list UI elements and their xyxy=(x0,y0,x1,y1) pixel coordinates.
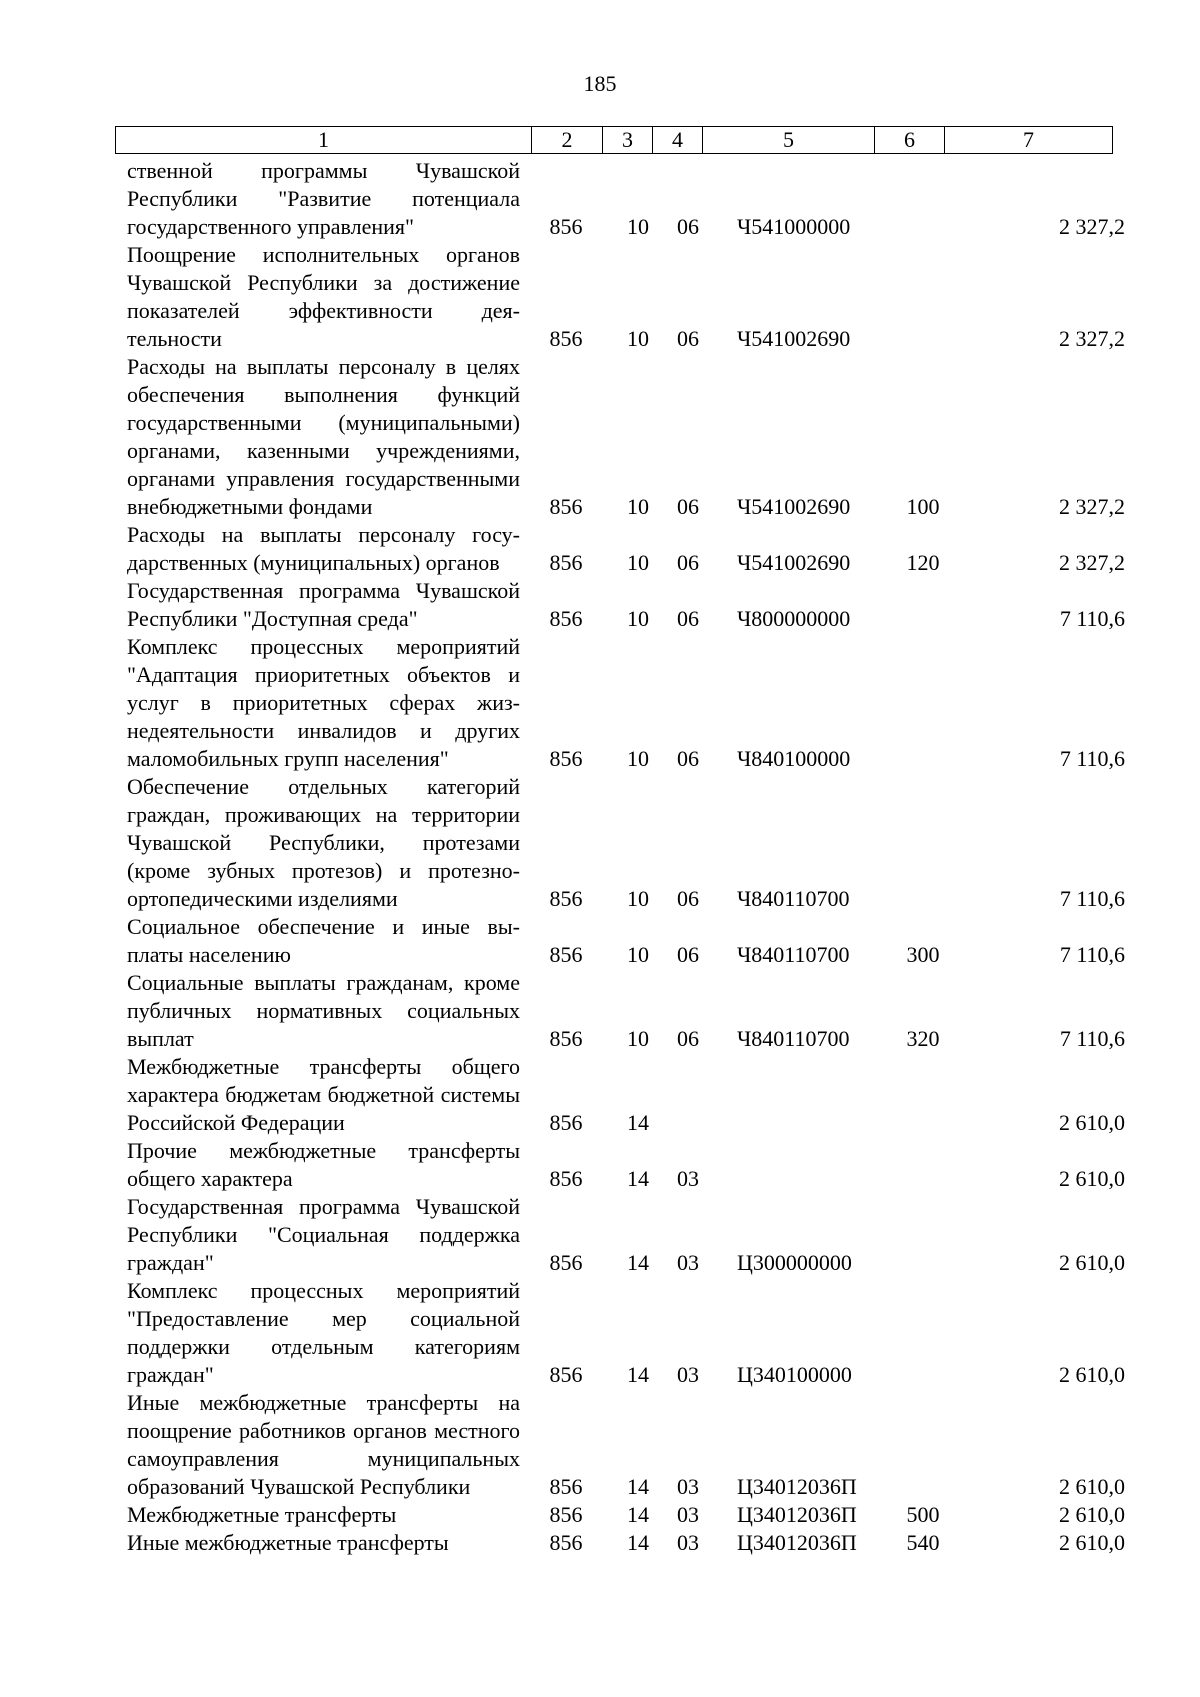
row-col-2: 856 xyxy=(549,494,583,519)
table-row xyxy=(0,969,1200,1053)
row-col-6: 540 xyxy=(906,1530,940,1555)
row-name: Комплекс процессных мероприятий "Адаптация приоритетных объектов и услуг в приоритетных сферах жизнедеятельности инвалидов и других маломобильных групп населения" xyxy=(127,634,520,771)
table-row xyxy=(0,241,1200,353)
row-col-3: 14 xyxy=(627,1474,649,1499)
row-col-3: 10 xyxy=(627,886,649,911)
row-col-7: 2 610,0 xyxy=(1059,1110,1125,1135)
row-name: Поощрение исполнительных органов Чувашской Республики за достижение показателей эффективности деятельности xyxy=(127,242,520,351)
row-name: Обеспечение отдельных категорий граждан, проживающих на территории Чувашской Республики, протезами (кроме зубных протезов) и протезно-ортопедическими изделиями xyxy=(127,774,520,911)
row-col-2: 856 xyxy=(549,214,583,239)
table-row xyxy=(0,1137,1200,1193)
row-col-7: 2 610,0 xyxy=(1059,1474,1125,1499)
row-col-3: 14 xyxy=(627,1530,649,1555)
row-col-5: Ц340100000 xyxy=(737,1362,852,1387)
row-col-7: 7 110,6 xyxy=(1059,746,1125,771)
row-col-4: 03 xyxy=(677,1530,699,1555)
table-row xyxy=(0,577,1200,633)
column-header-4: 4 xyxy=(653,127,703,154)
row-col-7: 2 327,2 xyxy=(1059,326,1125,351)
table-row xyxy=(0,521,1200,577)
table-row xyxy=(0,773,1200,913)
row-col-5: Ч541002690 xyxy=(737,326,851,351)
row-col-2: 856 xyxy=(549,1362,583,1387)
row-col-5: Ч840110700 xyxy=(737,886,850,911)
row-col-7: 2 610,0 xyxy=(1059,1530,1125,1555)
column-header-5: 5 xyxy=(703,127,875,154)
row-col-4: 06 xyxy=(677,550,699,575)
row-name: Расходы на выплаты персоналу государственных (муниципальных) органов xyxy=(127,522,520,575)
row-col-5: Ч541000000 xyxy=(737,214,851,239)
column-header-2: 2 xyxy=(532,127,603,154)
table-row xyxy=(0,1389,1200,1501)
row-col-3: 14 xyxy=(627,1502,649,1527)
row-col-2: 856 xyxy=(549,1166,583,1191)
row-name: Государственная программа Чувашской Республики "Социальная поддержка граждан" xyxy=(127,1194,520,1275)
table-body xyxy=(0,157,1200,1557)
column-header-3: 3 xyxy=(603,127,653,154)
row-col-2: 856 xyxy=(549,550,583,575)
row-col-4: 03 xyxy=(677,1502,699,1527)
row-col-7: 7 110,6 xyxy=(1059,606,1125,631)
row-col-3: 10 xyxy=(627,214,649,239)
row-col-7: 2 610,0 xyxy=(1059,1250,1125,1275)
row-col-6: 500 xyxy=(906,1502,940,1527)
row-name: Прочие межбюджетные трансферты общего характера xyxy=(127,1138,520,1191)
row-name: ственной программы Чувашской Республики "Развитие потенциала государственного управления" xyxy=(127,158,520,239)
table-row xyxy=(0,913,1200,969)
column-header-table xyxy=(115,126,1113,154)
row-col-6: 320 xyxy=(906,1026,940,1051)
row-col-5: Ц300000000 xyxy=(737,1250,852,1275)
row-col-2: 856 xyxy=(549,1026,583,1051)
row-col-7: 7 110,6 xyxy=(1059,942,1125,967)
row-col-3: 10 xyxy=(627,746,649,771)
table-row xyxy=(0,1501,1200,1529)
row-col-3: 10 xyxy=(627,942,649,967)
row-col-4: 06 xyxy=(677,746,699,771)
row-col-7: 2 610,0 xyxy=(1059,1502,1125,1527)
table-row xyxy=(0,633,1200,773)
table-row xyxy=(0,157,1200,241)
row-col-3: 10 xyxy=(627,1026,649,1051)
row-name: Межбюджетные трансферты общего характера бюджетам бюджетной системы Российской Федерации xyxy=(127,1054,520,1135)
row-name: Комплекс процессных мероприятий "Предоставление мер социальной поддержки отдельным категориям граждан" xyxy=(127,1278,520,1387)
row-col-5: Ч840110700 xyxy=(737,1026,850,1051)
row-col-2: 856 xyxy=(549,326,583,351)
row-col-3: 10 xyxy=(627,326,649,351)
row-col-4: 03 xyxy=(677,1166,699,1191)
row-col-5: Ч800000000 xyxy=(737,606,851,631)
row-name: Межбюджетные трансферты xyxy=(127,1502,397,1527)
row-col-7: 2 610,0 xyxy=(1059,1362,1125,1387)
row-name: Расходы на выплаты персоналу в целях обеспечения выполнения функций государственными (муниципальными) органами, казенными учреждениями, органами управления государственными внебюджетными фондами xyxy=(127,354,520,519)
page-number: 185 xyxy=(583,71,617,96)
row-col-7: 7 110,6 xyxy=(1059,1026,1125,1051)
row-col-2: 856 xyxy=(549,1110,583,1135)
row-col-7: 2 327,2 xyxy=(1059,550,1125,575)
row-col-6: 300 xyxy=(906,942,940,967)
row-col-4: 06 xyxy=(677,214,699,239)
row-name: Иные межбюджетные трансферты на поощрение работников органов местного самоуправления муниципальных образований Чувашской Республики xyxy=(127,1390,520,1499)
row-col-3: 14 xyxy=(627,1250,649,1275)
row-col-5: Ч840100000 xyxy=(737,746,851,771)
row-col-7: 7 110,6 xyxy=(1059,886,1125,911)
row-col-3: 10 xyxy=(627,606,649,631)
row-col-5: Ц34012036П xyxy=(737,1502,857,1527)
row-col-2: 856 xyxy=(549,1502,583,1527)
column-header-row xyxy=(116,127,1113,154)
row-name: Иные межбюджетные трансферты xyxy=(127,1530,449,1555)
row-col-5: Ц34012036П xyxy=(737,1530,857,1555)
column-header-6: 6 xyxy=(875,127,945,154)
row-col-2: 856 xyxy=(549,1530,583,1555)
row-col-3: 10 xyxy=(627,494,649,519)
row-col-7: 2 327,2 xyxy=(1059,494,1125,519)
row-col-2: 856 xyxy=(549,1474,583,1499)
row-col-4: 03 xyxy=(677,1250,699,1275)
row-name: Социальное обеспечение и иные выплаты населению xyxy=(127,914,520,967)
row-col-7: 2 327,2 xyxy=(1059,214,1125,239)
row-col-4: 06 xyxy=(677,942,699,967)
row-col-4: 06 xyxy=(677,494,699,519)
row-col-6: 120 xyxy=(906,550,940,575)
column-header-1: 1 xyxy=(116,127,532,154)
row-col-4: 06 xyxy=(677,886,699,911)
row-col-3: 14 xyxy=(627,1110,649,1135)
row-col-4: 06 xyxy=(677,606,699,631)
row-col-5: Ч840110700 xyxy=(737,942,850,967)
row-col-2: 856 xyxy=(549,886,583,911)
row-col-5: Ч541002690 xyxy=(737,550,851,575)
row-col-4: 03 xyxy=(677,1474,699,1499)
row-col-5: Ч541002690 xyxy=(737,494,851,519)
table-row xyxy=(0,1193,1200,1277)
table-row xyxy=(0,1053,1200,1137)
row-col-4: 06 xyxy=(677,1026,699,1051)
row-col-4: 06 xyxy=(677,326,699,351)
column-header-7: 7 xyxy=(945,127,1113,154)
table-row xyxy=(0,1529,1200,1557)
row-col-2: 856 xyxy=(549,942,583,967)
row-name: Государственная программа Чувашской Республики "Доступная среда" xyxy=(127,578,520,631)
row-col-3: 14 xyxy=(627,1362,649,1387)
table-row xyxy=(0,353,1200,521)
row-col-4: 03 xyxy=(677,1362,699,1387)
row-col-6: 100 xyxy=(906,494,940,519)
row-col-3: 10 xyxy=(627,550,649,575)
table-row xyxy=(0,1277,1200,1389)
row-col-3: 14 xyxy=(627,1166,649,1191)
row-col-5: Ц34012036П xyxy=(737,1474,857,1499)
row-col-7: 2 610,0 xyxy=(1059,1166,1125,1191)
row-col-2: 856 xyxy=(549,1250,583,1275)
row-name: Социальные выплаты гражданам, кроме публичных нормативных социальных выплат xyxy=(127,970,520,1051)
row-col-2: 856 xyxy=(549,606,583,631)
row-col-2: 856 xyxy=(549,746,583,771)
